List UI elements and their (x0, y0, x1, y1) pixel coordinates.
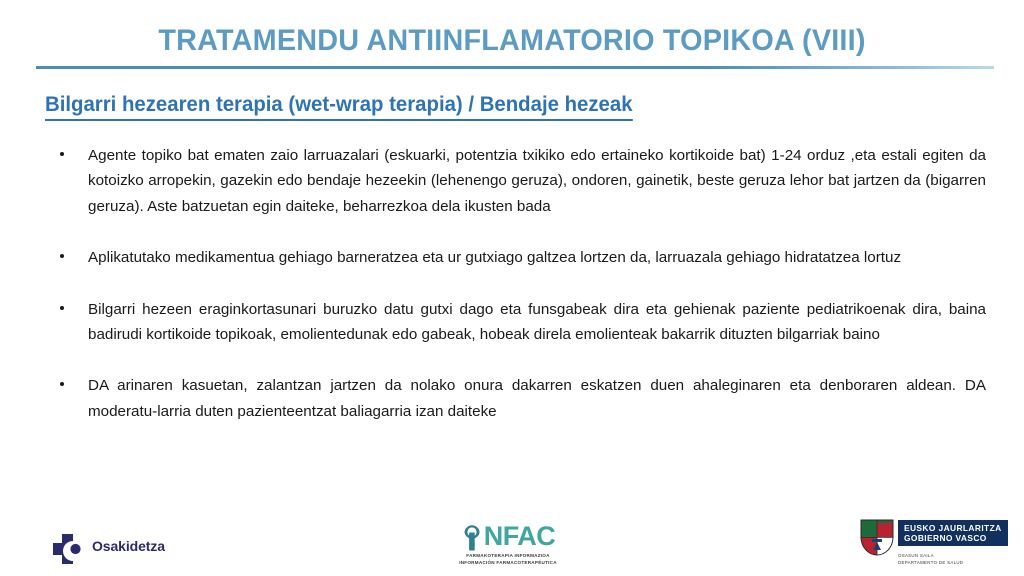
gobierno-vasco-department (898, 552, 1008, 566)
list-item (52, 245, 986, 270)
gobierno-vasco-logo (860, 518, 1008, 566)
title-divider (36, 66, 994, 69)
osakidetza-cross-icon (52, 534, 86, 564)
list-item-text: Agente topiko bat ematen zaio larruazalari (eskuarki, potentzia txikiko edo ertaineko kortikoide bat) 1-24 orduz ,eta estali egiten da kotoizko arropekin, gazekin edo bendaje hezeekin (lehenengo geruza), ondoren, gainetik, beste geruza lehor bat jartzen da (bigarren geruza). Aste batzuetan egin daiteke, beharrezkoa dela ikusten bada (88, 147, 986, 215)
osakidetza-logo (52, 534, 165, 564)
bullet-list (52, 143, 986, 424)
infac-mark (448, 522, 568, 552)
list-item (52, 297, 986, 348)
basque-coat-of-arms-icon (860, 518, 894, 556)
list-item (52, 373, 986, 424)
bullet-dot-icon (60, 152, 64, 156)
gv-line-es: GOBIERNO VASCO (904, 533, 987, 543)
gobierno-vasco-bar (898, 520, 1008, 546)
title-block (0, 22, 1024, 60)
infac-tagline-es: INFORMACIÓN FARMACOTERAPÉUTICA (459, 560, 557, 565)
bullet-dot-icon (60, 382, 64, 386)
section-subtitle: Bilgarri hezearen terapia (wet-wrap terapia) / Bendaje hezeak (45, 92, 633, 121)
infac-wordmark: NFAC (483, 521, 556, 551)
subtitle-block (45, 92, 985, 121)
footer-logos (0, 512, 1024, 576)
infac-i-icon (461, 522, 483, 552)
gv-line-eu: EUSKO JAURLARITZA (904, 523, 1002, 533)
infac-logo (448, 522, 568, 566)
page-title: TRATAMENDU ANTIINFLAMATORIO TOPIKOA (VIII) (158, 24, 866, 57)
infac-tagline-eu: FARMAKOTERAPIA INFORMAZIOA (466, 553, 550, 558)
bullet-dot-icon (60, 254, 64, 258)
list-item (52, 143, 986, 219)
osakidetza-wordmark: Osakidetza (92, 537, 165, 554)
list-item-text: DA arinaren kasuetan, zalantzan jartzen da nolako onura dakarren eskatzen duen ahaleginaren eta denboraren aldean. DA moderatu-larria duten pazienteentzat baliagarria izan daiteke (88, 377, 986, 420)
gobierno-vasco-text (898, 518, 1008, 566)
bullet-dot-icon (60, 306, 64, 310)
list-item-text: Aplikatutako medikamentua gehiago barneratzea eta ur gutxiago galtzea lortzen da, larruazala gehiago hidratatzea lortuz (88, 249, 902, 267)
gv-dept-es: DEPARTAMENTO DE SALUD (898, 560, 964, 565)
gv-dept-eu: OSASUN SAILA (898, 553, 934, 558)
list-item-text: Bilgarri hezeen eraginkortasunari buruzko datu gutxi dago eta funsgabeak dira eta gehienak paziente pediatrikoenak dira, baina badirudi kortikoide topikoak, emolientedunak edo gabeak, hobeak direla emolienteak bakarrik dituzten bilgarriak baino (88, 300, 986, 344)
